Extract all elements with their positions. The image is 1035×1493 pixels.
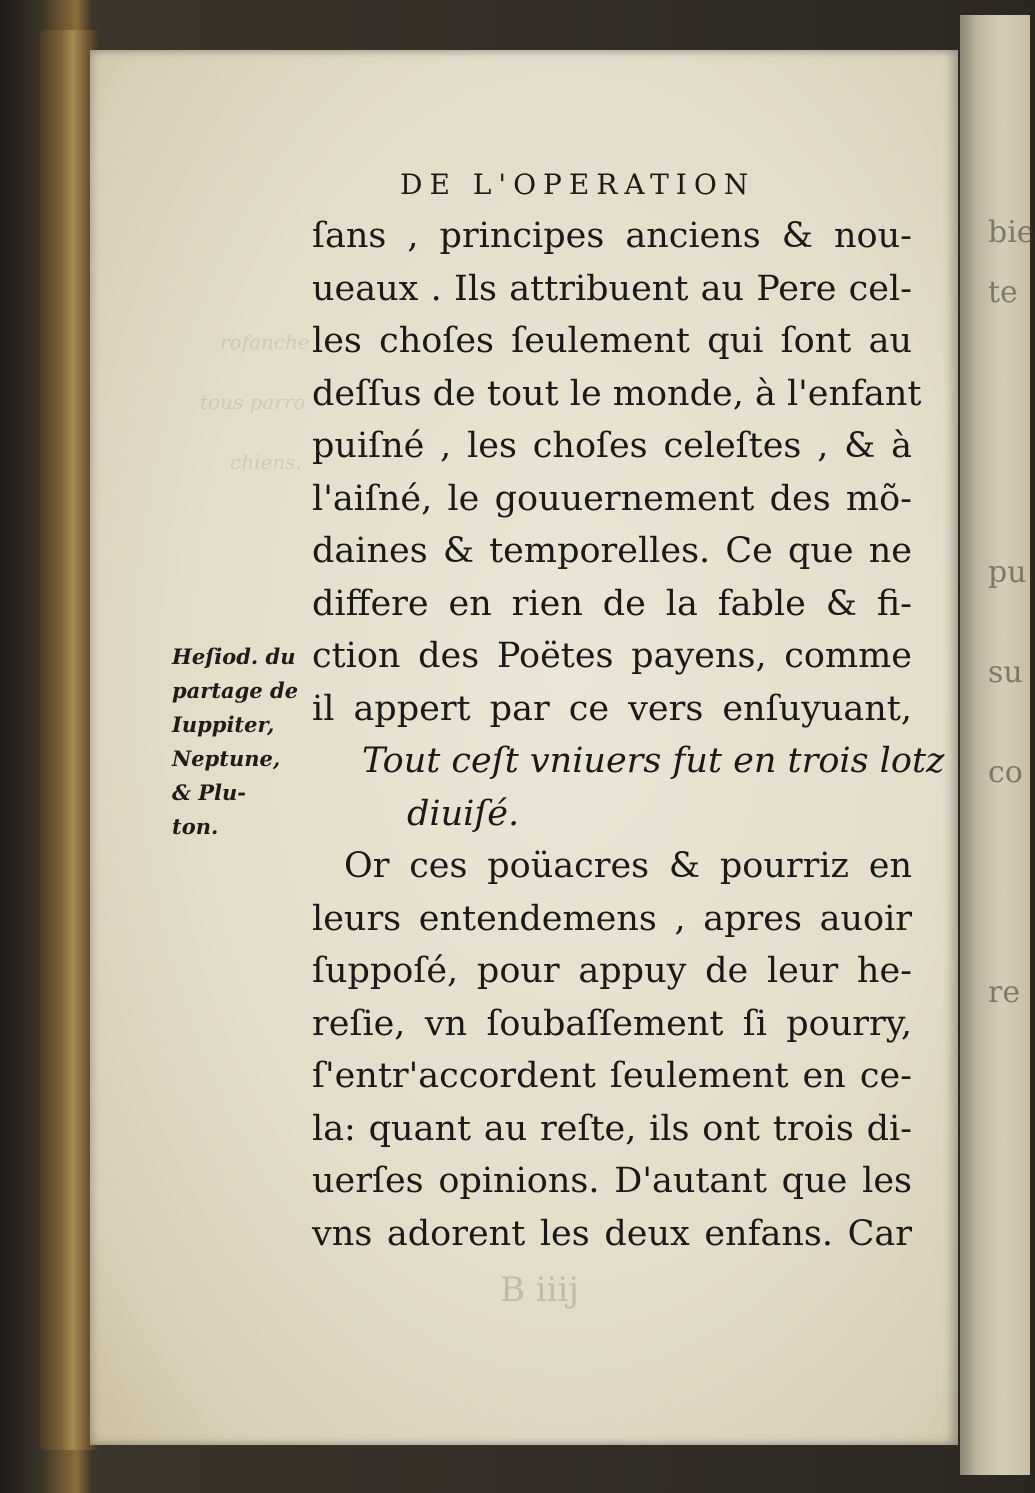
adjacent-page-edge <box>960 15 1035 1475</box>
adjacent-page-fragment: pu <box>988 555 1027 590</box>
margin-note-line: ton. <box>172 814 219 839</box>
text-line: les choſes ſeulement qui ſont au <box>312 321 912 361</box>
verse-line: diuiſé. <box>407 793 520 834</box>
text-line: la: quant au reſte, ils ont trois di- <box>312 1108 912 1149</box>
text-line: puiſné , les choſes celeſtes , & à <box>312 426 912 466</box>
main-text-block <box>312 210 945 1260</box>
show-through-text: tous parro <box>200 390 306 414</box>
text-line: l'aiſné, le gouuernement des mõ- <box>312 478 912 519</box>
running-head: DE L'OPERATION <box>400 168 756 201</box>
text-line: ction des Poëtes payens, comme <box>312 636 912 676</box>
text-line: reſie, vn ſoubaſſement ſi pourry, <box>312 1003 912 1044</box>
show-through-text: rofanche <box>220 330 310 354</box>
text-line: daines & temporelles. Ce que ne <box>312 531 912 571</box>
verse-line: Tout ceſt vniuers fut en trois lotz <box>362 741 945 781</box>
margin-note-line: Heſiod. du <box>172 644 296 669</box>
text-line: Or ces poüacres & pourriz en <box>344 846 912 886</box>
show-through-signature: B iiij <box>500 1270 579 1310</box>
text-line: ueaux . Ils attribuent au Pere cel- <box>312 268 912 309</box>
text-line: uerſes opinions. D'autant que les <box>312 1161 912 1201</box>
text-line: leurs entendemens , apres auoir <box>312 898 912 939</box>
margin-note-line: partage de <box>172 678 299 703</box>
text-line: vns adorent les deux enfans. Car <box>312 1213 912 1254</box>
text-line: deſſus de tout le monde, à l'enfant <box>312 373 922 414</box>
margin-note-line: Neptune, <box>172 746 281 771</box>
marginal-note <box>172 640 312 844</box>
text-line: ſuppoſé, pour appuy de leur he- <box>312 951 912 991</box>
show-through-text: chiens. <box>230 450 302 474</box>
adjacent-page-fragment: te <box>988 275 1018 310</box>
adjacent-page-fragment: su <box>988 655 1023 690</box>
adjacent-page-fragment: co <box>988 755 1023 790</box>
text-line: il appert par ce vers enſuyuant, <box>312 688 912 729</box>
margin-note-line: & Plu- <box>172 780 247 805</box>
text-line: ſans , principes anciens & nou- <box>312 216 912 256</box>
text-line: ſ'entr'accordent ſeulement en ce- <box>312 1056 912 1096</box>
text-line: differe en rien de la fable & fi- <box>312 583 912 624</box>
adjacent-page-fragment: re <box>988 975 1021 1010</box>
adjacent-page-fragment: bie <box>988 215 1035 250</box>
margin-note-line: Iuppiter, <box>172 712 275 737</box>
